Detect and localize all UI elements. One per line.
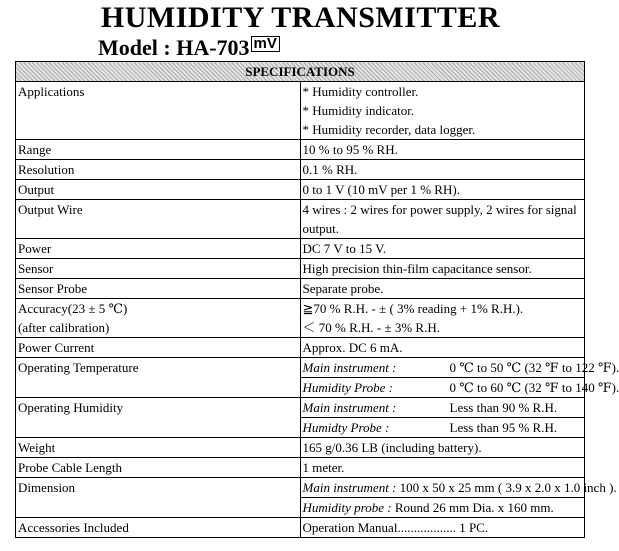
table-row xyxy=(16,438,585,458)
row-value xyxy=(300,358,619,398)
table-row xyxy=(16,398,585,438)
row-label: Operating Humidity xyxy=(16,398,301,438)
sub-value: 0 ℃ to 60 ℃ (32 ℉ to 140 ℉). xyxy=(449,380,619,395)
main-instrument-line xyxy=(302,478,617,497)
row-label: Applications xyxy=(16,82,301,140)
row-label: Resolution xyxy=(16,160,301,180)
table-row xyxy=(16,279,585,299)
accuracy-label: Accuracy(23 ± 5 ℃) xyxy=(18,301,128,316)
row-label: Operating Temperature xyxy=(16,358,301,398)
table-row xyxy=(16,299,585,338)
row-label: Weight xyxy=(16,438,301,458)
row-value: 165 g/0.36 LB (including battery). xyxy=(300,438,585,458)
table-row xyxy=(16,82,585,140)
accuracy-high: ≧70 % R.H. - ± ( 3% reading + 1% R.H.). xyxy=(302,301,524,316)
spec-header: SPECIFICATIONS xyxy=(16,62,585,82)
table-row xyxy=(16,239,585,259)
table-row xyxy=(16,338,585,358)
accuracy-low: ＜ 70 % R.H. - ± 3% R.H. xyxy=(302,320,440,335)
main-instrument-line xyxy=(302,358,619,377)
row-value: Operation Manual.................. 1 PC. xyxy=(300,518,585,538)
mv-badge: mV xyxy=(251,36,280,52)
table-row xyxy=(16,200,585,239)
calibration-note: (after calibration) xyxy=(18,320,110,335)
sub-label: Main instrument : xyxy=(302,360,397,375)
row-value: High precision thin-film capacitance sensor. xyxy=(300,259,585,279)
model-number: Model : HA-703 xyxy=(98,35,250,60)
row-value: DC 7 V to 15 V. xyxy=(300,239,585,259)
humidity-probe-line xyxy=(301,417,585,437)
row-value: 0 to 1 V (10 mV per 1 % RH). xyxy=(300,180,585,200)
sub-label: Main instrument : xyxy=(302,400,397,415)
spec-header-row xyxy=(16,62,585,82)
main-instrument-line xyxy=(303,398,583,417)
sub-label: Humidity probe : xyxy=(302,500,392,515)
list-item: * Humidity controller. xyxy=(302,84,419,99)
row-label: Sensor xyxy=(16,259,301,279)
row-value xyxy=(300,478,617,518)
sub-label: Humidity Probe : xyxy=(302,380,393,395)
row-value xyxy=(300,299,585,338)
table-row xyxy=(16,358,585,398)
sub-value: Less than 90 % R.H. xyxy=(449,400,558,415)
sub-value: 0 ℃ to 50 ℃ (32 ℉ to 122 ℉). xyxy=(449,360,619,375)
row-value: Approx. DC 6 mA. xyxy=(300,338,585,358)
table-row xyxy=(16,160,585,180)
row-label: Sensor Probe xyxy=(16,279,301,299)
row-value xyxy=(300,82,585,140)
row-label: Probe Cable Length xyxy=(16,458,301,478)
list-item: * Humidity recorder, data logger. xyxy=(302,122,476,137)
sub-label: Main instrument : xyxy=(302,480,397,495)
table-row xyxy=(16,518,585,538)
table-row xyxy=(16,180,585,200)
row-label: Accessories Included xyxy=(16,518,301,538)
row-value: 0.1 % RH. xyxy=(300,160,585,180)
table-row xyxy=(16,259,585,279)
row-label: Range xyxy=(16,140,301,160)
document-title: HUMIDITY TRANSMITTER xyxy=(100,1,501,34)
table-row xyxy=(16,478,585,518)
spec-table xyxy=(15,61,619,538)
model-heading xyxy=(98,36,280,60)
row-label: Dimension xyxy=(16,478,301,518)
row-label: Output xyxy=(16,180,301,200)
table-row xyxy=(16,140,585,160)
row-label: Power Current xyxy=(16,338,301,358)
sub-value: Round 26 mm Dia. x 160 mm. xyxy=(394,500,554,515)
row-value xyxy=(300,398,585,438)
humidity-probe-line xyxy=(301,377,619,397)
list-item: * Humidity indicator. xyxy=(302,103,415,118)
row-value: Separate probe. xyxy=(300,279,585,299)
sub-value: 100 x 50 x 25 mm ( 3.9 x 2.0 x 1.0 inch ). xyxy=(399,480,617,495)
table-row xyxy=(16,458,585,478)
row-value: 10 % to 95 % RH. xyxy=(300,140,585,160)
humidity-probe-line xyxy=(301,497,585,517)
row-value: 4 wires : 2 wires for power supply, 2 wires for signal output. xyxy=(300,200,585,239)
row-label xyxy=(16,299,301,338)
sub-label: Humidty Probe : xyxy=(302,420,390,435)
row-label: Output Wire xyxy=(16,200,301,239)
sub-value: Less than 95 % R.H. xyxy=(449,420,558,435)
row-value: 1 meter. xyxy=(300,458,585,478)
row-label: Power xyxy=(16,239,301,259)
